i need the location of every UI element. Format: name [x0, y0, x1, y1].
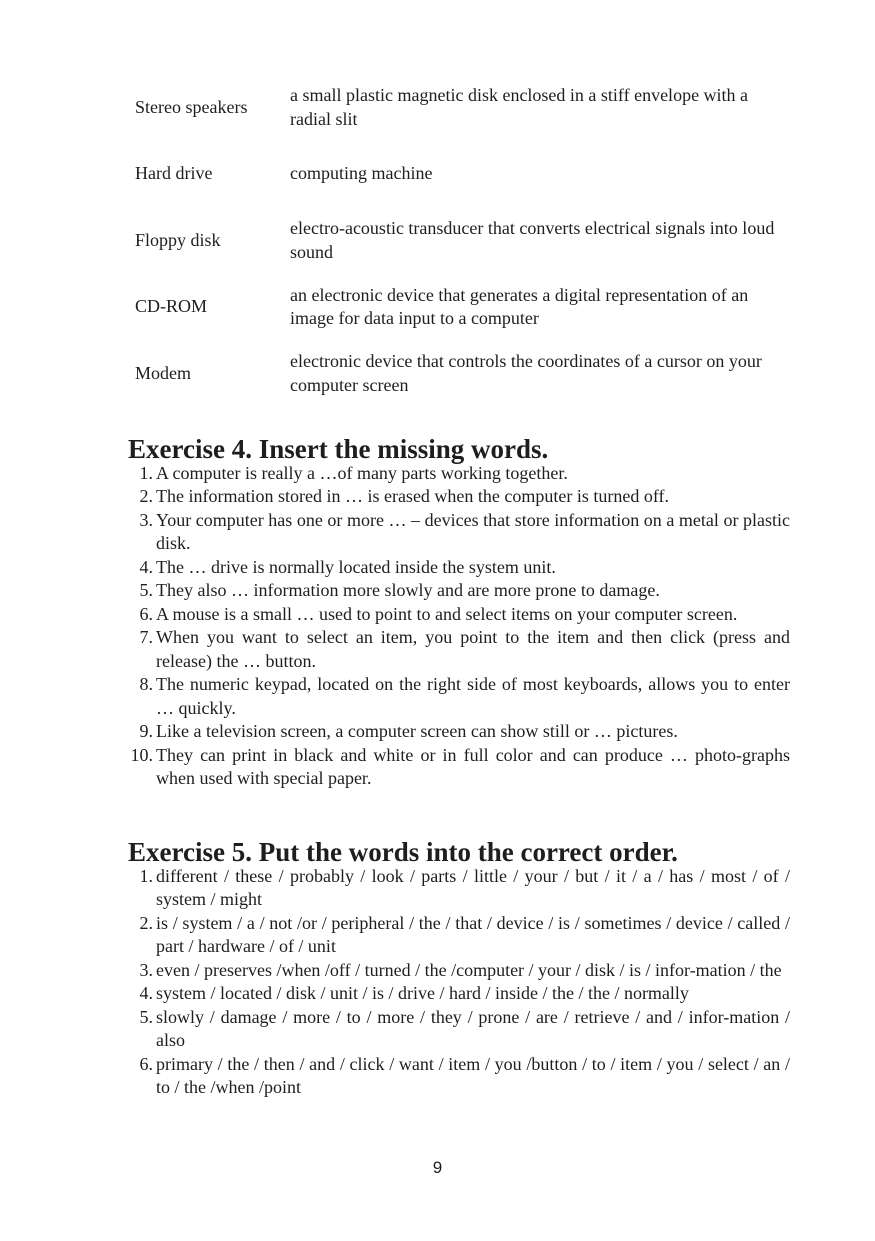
matching-row: [135, 217, 795, 264]
item-text: They also … information more slowly and are more prone to damage.: [156, 580, 660, 600]
item-number: 5.: [139, 580, 153, 600]
exercise-5-list: [128, 865, 790, 1100]
matching-term: Hard drive: [135, 163, 213, 184]
item-number: 6.: [139, 1053, 153, 1074]
list-item: [128, 485, 790, 509]
item-number: 1.: [139, 865, 153, 886]
exercise-4-title: Exercise 4. Insert the missing words.: [128, 434, 549, 464]
item-text: A mouse is a small … used to point to and select items on your computer screen.: [156, 603, 738, 624]
matching-row: [135, 350, 795, 397]
matching-row: [135, 84, 795, 131]
matching-term: Stereo speakers: [135, 96, 248, 117]
item-number: 9.: [139, 721, 153, 741]
matching-term: Floppy disk: [135, 229, 221, 250]
item-text: even / preserves /when /off / turned / the /computer / your / disk / is / infor-mation / the: [156, 959, 782, 980]
item-text: The numeric keypad, located on the right side of most keyboards, allows you to enter … quickly.: [156, 674, 790, 718]
item-text: A computer is really a …of many parts working together.: [156, 462, 568, 483]
item-number: 1.: [139, 462, 153, 483]
item-text: Your computer has one or more … – devices that store information on a metal or plastic disk.: [156, 509, 790, 553]
matching-table: [135, 84, 795, 417]
matching-term: Modem: [135, 362, 191, 383]
exercise-4: [128, 434, 790, 791]
list-item: [128, 1053, 790, 1100]
exercise-5-title: Exercise 5. Put the words into the correct order.: [128, 837, 678, 867]
list-item: [128, 579, 790, 603]
item-number: 8.: [139, 674, 153, 694]
matching-definition: electro-acoustic transducer that converts electrical signals into loud sound: [290, 218, 775, 262]
item-text: slowly / damage / more / to / more / they / prone / are / retrieve / and / infor-mation / also: [156, 1006, 790, 1050]
item-text: They can print in black and white or in full color and can produce … photo-graphs when used with special paper.: [156, 744, 790, 788]
list-item: [128, 626, 790, 673]
list-item: [128, 720, 790, 744]
exercise-4-list: [128, 462, 790, 791]
matching-row: [135, 151, 795, 198]
list-item: [128, 912, 790, 959]
item-number: 2.: [139, 912, 153, 933]
list-item: [128, 865, 790, 912]
list-item: [128, 982, 790, 1006]
item-text: primary / the / then / and / click / want / item / you /button / to / item / you / select / an / to / the /when /point: [156, 1053, 790, 1097]
matching-definition: an electronic device that generates a digital representation of an image for data input to a computer: [290, 284, 749, 328]
item-number: 4.: [139, 556, 153, 577]
item-text: When you want to select an item, you point to the item and then click (press and release) the … button.: [156, 627, 790, 671]
item-number: 2.: [139, 486, 153, 506]
matching-definition: electronic device that controls the coordinates of a cursor on your computer screen: [290, 351, 762, 395]
list-item: [128, 744, 790, 791]
matching-row: [135, 284, 795, 331]
matching-definition: a small plastic magnetic disk enclosed in a stiff envelope with a radial slit: [290, 85, 749, 129]
list-item: [128, 556, 790, 580]
item-text: The information stored in … is erased when the computer is turned off.: [156, 486, 670, 506]
item-text: Like a television screen, a computer screen can show still or … pictures.: [156, 721, 678, 741]
list-item: [128, 1006, 790, 1053]
item-text: The … drive is normally located inside the system unit.: [156, 556, 556, 577]
item-number: 5.: [139, 1006, 153, 1027]
list-item: [128, 673, 790, 720]
item-number: 3.: [139, 959, 153, 980]
item-number: 10.: [130, 744, 153, 765]
exercise-5: [128, 837, 790, 1100]
item-text: is / system / a / not /or / peripheral / the / that / device / is / sometimes / device / called / part / hardware / of / unit: [156, 912, 790, 956]
matching-term: CD-ROM: [135, 296, 208, 317]
item-number: 7.: [139, 627, 153, 647]
list-item: [128, 509, 790, 556]
list-item: [128, 959, 790, 983]
item-text: system / located / disk / unit / is / drive / hard / inside / the / the / normally: [156, 983, 689, 1003]
list-item: [128, 603, 790, 627]
item-number: 4.: [139, 983, 153, 1003]
page-number: 9: [432, 1158, 443, 1177]
item-number: 3.: [139, 509, 153, 530]
matching-definition: computing machine: [290, 163, 433, 184]
item-number: 6.: [139, 603, 153, 624]
item-text: different / these / probably / look / parts / little / your / but / it / a / has / most / of / system / might: [156, 865, 790, 909]
list-item: [128, 462, 790, 486]
